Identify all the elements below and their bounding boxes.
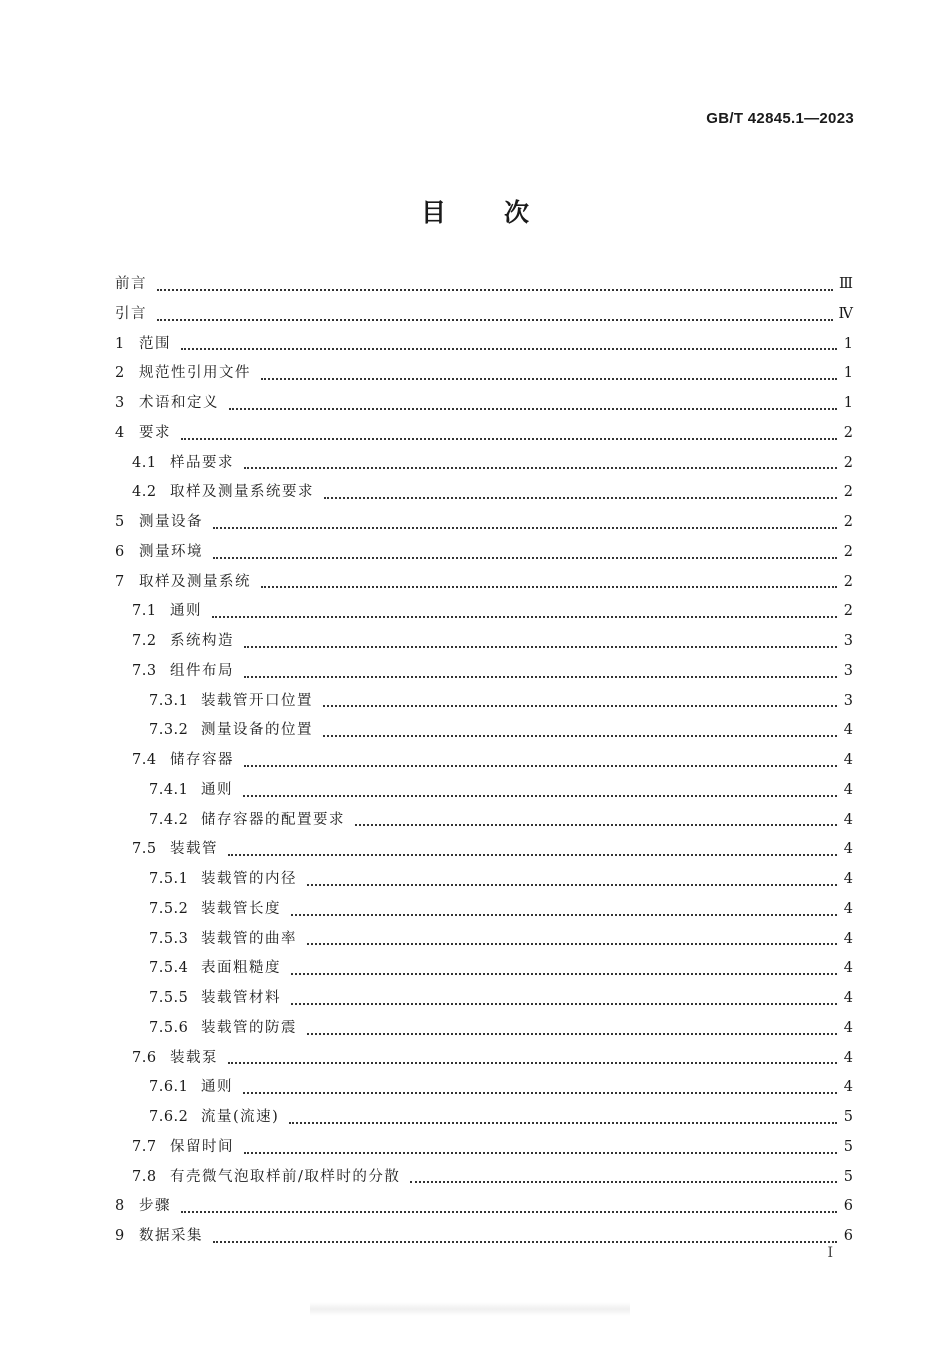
toc-dot-leader xyxy=(355,824,837,826)
toc-dot-leader xyxy=(244,467,837,469)
toc-entry-number: 7.2 xyxy=(132,633,157,649)
toc-dot-leader xyxy=(213,1241,837,1243)
toc-entry-title: 装载管长度 xyxy=(201,900,281,917)
toc-entry-number: 7.8 xyxy=(132,1168,157,1185)
toc-entry-title: 装载管 xyxy=(170,841,218,858)
toc-dot-leader xyxy=(291,914,837,916)
toc-entry-number: 2 xyxy=(115,365,125,382)
toc-dot-leader xyxy=(228,1062,837,1064)
toc-entry-number: 7.5.3 xyxy=(149,930,189,947)
toc-entry-number: 7.5.2 xyxy=(149,900,189,917)
toc-entry[interactable] xyxy=(115,984,853,1014)
toc-entry-title: 装载管材料 xyxy=(201,990,281,1006)
toc-entry-number: 6 xyxy=(115,543,125,560)
toc-entry-page: 5 xyxy=(843,1109,853,1125)
toc-entry[interactable] xyxy=(115,954,853,984)
toc-entry-number: 7.3 xyxy=(132,662,157,679)
page-title: 目次 xyxy=(420,198,587,227)
toc-entry-title: 前言 xyxy=(115,276,147,292)
toc-dot-leader xyxy=(244,1152,837,1154)
toc-entry-title: 样品要求 xyxy=(170,454,234,471)
toc-dot-leader xyxy=(157,289,833,291)
toc-entry-title: 通则 xyxy=(201,781,233,798)
toc-dot-leader xyxy=(307,884,837,886)
toc-entry-page: 2 xyxy=(843,424,853,441)
toc-entry-number: 7.5.1 xyxy=(149,871,189,887)
toc-entry[interactable] xyxy=(115,270,853,300)
toc-entry[interactable] xyxy=(115,1222,853,1252)
toc-entry-page: 2 xyxy=(843,514,853,530)
toc-entry-number: 4 xyxy=(115,424,125,441)
toc-entry-page: 5 xyxy=(843,1168,853,1185)
toc-entry-number: 4.2 xyxy=(132,484,157,501)
toc-entry-title: 步骤 xyxy=(139,1198,171,1215)
toc-entry[interactable] xyxy=(115,508,853,538)
toc-entry-page: 3 xyxy=(843,633,853,649)
toc-entry-page: 4 xyxy=(843,752,853,768)
toc-entry-title: 装载管的防震 xyxy=(201,1019,297,1036)
toc-entry-number: 1 xyxy=(115,335,125,352)
toc-entry-number: 7.3.2 xyxy=(149,722,189,739)
toc-entry[interactable] xyxy=(115,597,853,627)
toc-entry-title: 取样及测量系统要求 xyxy=(170,484,314,501)
toc-entry-page: 6 xyxy=(843,1228,853,1244)
toc-entry[interactable] xyxy=(115,776,853,806)
toc-entry-title: 引言 xyxy=(115,305,147,322)
toc-entry-page: 2 xyxy=(843,484,853,501)
table-of-contents xyxy=(115,270,853,1252)
toc-entry-page: 1 xyxy=(843,365,853,382)
scan-artifact xyxy=(310,1302,630,1316)
toc-entry-title: 储存容器 xyxy=(170,752,234,768)
toc-dot-leader xyxy=(243,795,837,797)
toc-entry-page: 4 xyxy=(843,1019,853,1036)
toc-dot-leader xyxy=(243,1092,837,1094)
toc-dot-leader xyxy=(307,943,837,945)
toc-entry-page: 4 xyxy=(843,930,853,947)
toc-dot-leader xyxy=(307,1033,837,1035)
toc-entry-page: 4 xyxy=(843,1079,853,1096)
toc-entry-title: 流量(流速) xyxy=(201,1109,280,1125)
toc-entry-number: 7.4 xyxy=(132,752,157,768)
toc-entry-title: 系统构造 xyxy=(170,633,234,649)
toc-dot-leader xyxy=(323,705,837,707)
toc-entry-title: 数据采集 xyxy=(139,1228,203,1244)
toc-entry-page: 2 xyxy=(843,573,853,590)
toc-entry[interactable] xyxy=(115,449,853,479)
toc-entry-number: 7.3.1 xyxy=(149,692,189,709)
toc-entry[interactable] xyxy=(115,1014,853,1044)
toc-entry-number: 4.1 xyxy=(132,454,157,471)
toc-entry[interactable] xyxy=(115,419,853,449)
toc-entry-number: 7.6.1 xyxy=(149,1079,189,1096)
toc-entry-title: 术语和定义 xyxy=(139,395,219,411)
toc-entry-page: 4 xyxy=(843,811,853,828)
toc-entry-number: 7.5.4 xyxy=(149,960,189,977)
toc-entry[interactable] xyxy=(115,1163,853,1193)
toc-entry[interactable] xyxy=(115,925,853,955)
toc-entry-number: 5 xyxy=(115,514,125,530)
toc-dot-leader xyxy=(228,854,837,856)
toc-entry[interactable] xyxy=(115,1192,853,1222)
toc-entry-page: Ⅲ xyxy=(839,276,853,292)
toc-dot-leader xyxy=(291,1003,837,1005)
toc-entry-page: 2 xyxy=(843,603,853,620)
toc-entry-page: 4 xyxy=(843,960,853,977)
toc-entry-title: 通则 xyxy=(170,603,202,620)
toc-entry[interactable] xyxy=(115,746,853,776)
toc-entry-title: 装载管的内径 xyxy=(201,871,297,887)
toc-entry-number: 7.4.1 xyxy=(149,781,189,798)
toc-dot-leader xyxy=(261,586,837,588)
toc-dot-leader xyxy=(291,973,837,975)
toc-entry[interactable] xyxy=(115,1133,853,1163)
toc-entry[interactable] xyxy=(115,1073,853,1103)
toc-entry[interactable] xyxy=(115,538,853,568)
toc-entry[interactable] xyxy=(115,865,853,895)
toc-entry-title: 储存容器的配置要求 xyxy=(201,811,345,828)
toc-dot-leader xyxy=(244,646,837,648)
toc-entry-page: 4 xyxy=(843,781,853,798)
toc-entry-number: 7.5.5 xyxy=(149,990,189,1006)
toc-entry-number: 9 xyxy=(115,1228,125,1244)
toc-dot-leader xyxy=(244,676,837,678)
toc-dot-leader xyxy=(244,765,837,767)
toc-entry-page: Ⅳ xyxy=(838,305,853,322)
toc-entry-number: 7 xyxy=(115,573,125,590)
toc-dot-leader xyxy=(410,1181,837,1183)
toc-entry-number: 7.6.2 xyxy=(149,1109,189,1125)
toc-entry-title: 表面粗糙度 xyxy=(201,960,281,977)
toc-entry[interactable] xyxy=(115,1044,853,1074)
toc-dot-leader xyxy=(181,438,837,440)
toc-entry-title: 测量环境 xyxy=(139,543,203,560)
standard-number: GB/T 42845.1—2023 xyxy=(706,110,854,127)
toc-entry-number: 7.6 xyxy=(132,1049,157,1066)
toc-entry[interactable] xyxy=(115,300,853,330)
toc-entry-title: 装载泵 xyxy=(170,1049,218,1066)
toc-entry[interactable] xyxy=(115,389,853,419)
toc-entry-number: 7.1 xyxy=(132,603,157,620)
toc-entry[interactable] xyxy=(115,687,853,717)
toc-entry-page: 3 xyxy=(843,662,853,679)
toc-entry-number: 8 xyxy=(115,1198,125,1215)
toc-entry-title: 装载管的曲率 xyxy=(201,930,297,947)
toc-entry-number: 7.7 xyxy=(132,1138,157,1155)
toc-dot-leader xyxy=(213,527,837,529)
toc-entry-title: 装载管开口位置 xyxy=(201,692,313,709)
toc-entry[interactable] xyxy=(115,568,853,598)
toc-entry-page: 5 xyxy=(843,1138,853,1155)
toc-entry[interactable] xyxy=(115,627,853,657)
toc-dot-leader xyxy=(213,557,837,559)
toc-entry-page: 4 xyxy=(843,841,853,858)
toc-entry-number: 7.5.6 xyxy=(149,1019,189,1036)
toc-entry[interactable] xyxy=(115,806,853,836)
toc-entry-title: 通则 xyxy=(201,1079,233,1096)
toc-entry-title: 要求 xyxy=(139,424,171,441)
toc-entry[interactable] xyxy=(115,895,853,925)
toc-entry-page: 4 xyxy=(843,722,853,739)
toc-entry-page: 3 xyxy=(843,692,853,709)
toc-entry-page: 2 xyxy=(843,543,853,560)
toc-entry-title: 测量设备的位置 xyxy=(201,722,313,739)
toc-dot-leader xyxy=(261,378,837,380)
toc-dot-leader xyxy=(229,408,837,410)
toc-entry-title: 取样及测量系统 xyxy=(139,573,251,590)
toc-dot-leader xyxy=(324,497,837,499)
toc-entry[interactable] xyxy=(115,1103,853,1133)
toc-entry-page: 2 xyxy=(843,454,853,471)
toc-entry-number: 7.4.2 xyxy=(149,811,189,828)
toc-entry-number: 7.5 xyxy=(132,841,157,858)
toc-entry[interactable] xyxy=(115,478,853,508)
toc-entry-title: 规范性引用文件 xyxy=(139,365,251,382)
toc-entry-page: 6 xyxy=(843,1198,853,1215)
toc-entry[interactable] xyxy=(115,657,853,687)
toc-dot-leader xyxy=(181,1211,837,1213)
toc-entry-page: 1 xyxy=(843,335,853,352)
toc-entry-title: 测量设备 xyxy=(139,514,203,530)
page-number: Ⅰ xyxy=(827,1245,833,1261)
toc-entry-number: 3 xyxy=(115,395,125,411)
toc-entry-page: 4 xyxy=(843,871,853,887)
toc-entry[interactable] xyxy=(115,330,853,360)
toc-entry-title: 范围 xyxy=(139,335,171,352)
toc-entry-title: 有壳微气泡取样前/取样时的分散 xyxy=(170,1168,401,1185)
toc-entry-title: 组件布局 xyxy=(170,662,234,679)
toc-entry[interactable] xyxy=(115,835,853,865)
toc-entry-page: 4 xyxy=(843,900,853,917)
toc-dot-leader xyxy=(289,1122,837,1124)
toc-entry-title: 保留时间 xyxy=(170,1138,234,1155)
toc-entry-page: 4 xyxy=(843,990,853,1006)
toc-entry[interactable] xyxy=(115,716,853,746)
toc-dot-leader xyxy=(181,348,837,350)
toc-entry-page: 4 xyxy=(843,1049,853,1066)
toc-dot-leader xyxy=(157,319,833,321)
toc-dot-leader xyxy=(212,616,837,618)
toc-entry-page: 1 xyxy=(843,395,853,411)
toc-dot-leader xyxy=(323,735,837,737)
toc-entry[interactable] xyxy=(115,359,853,389)
